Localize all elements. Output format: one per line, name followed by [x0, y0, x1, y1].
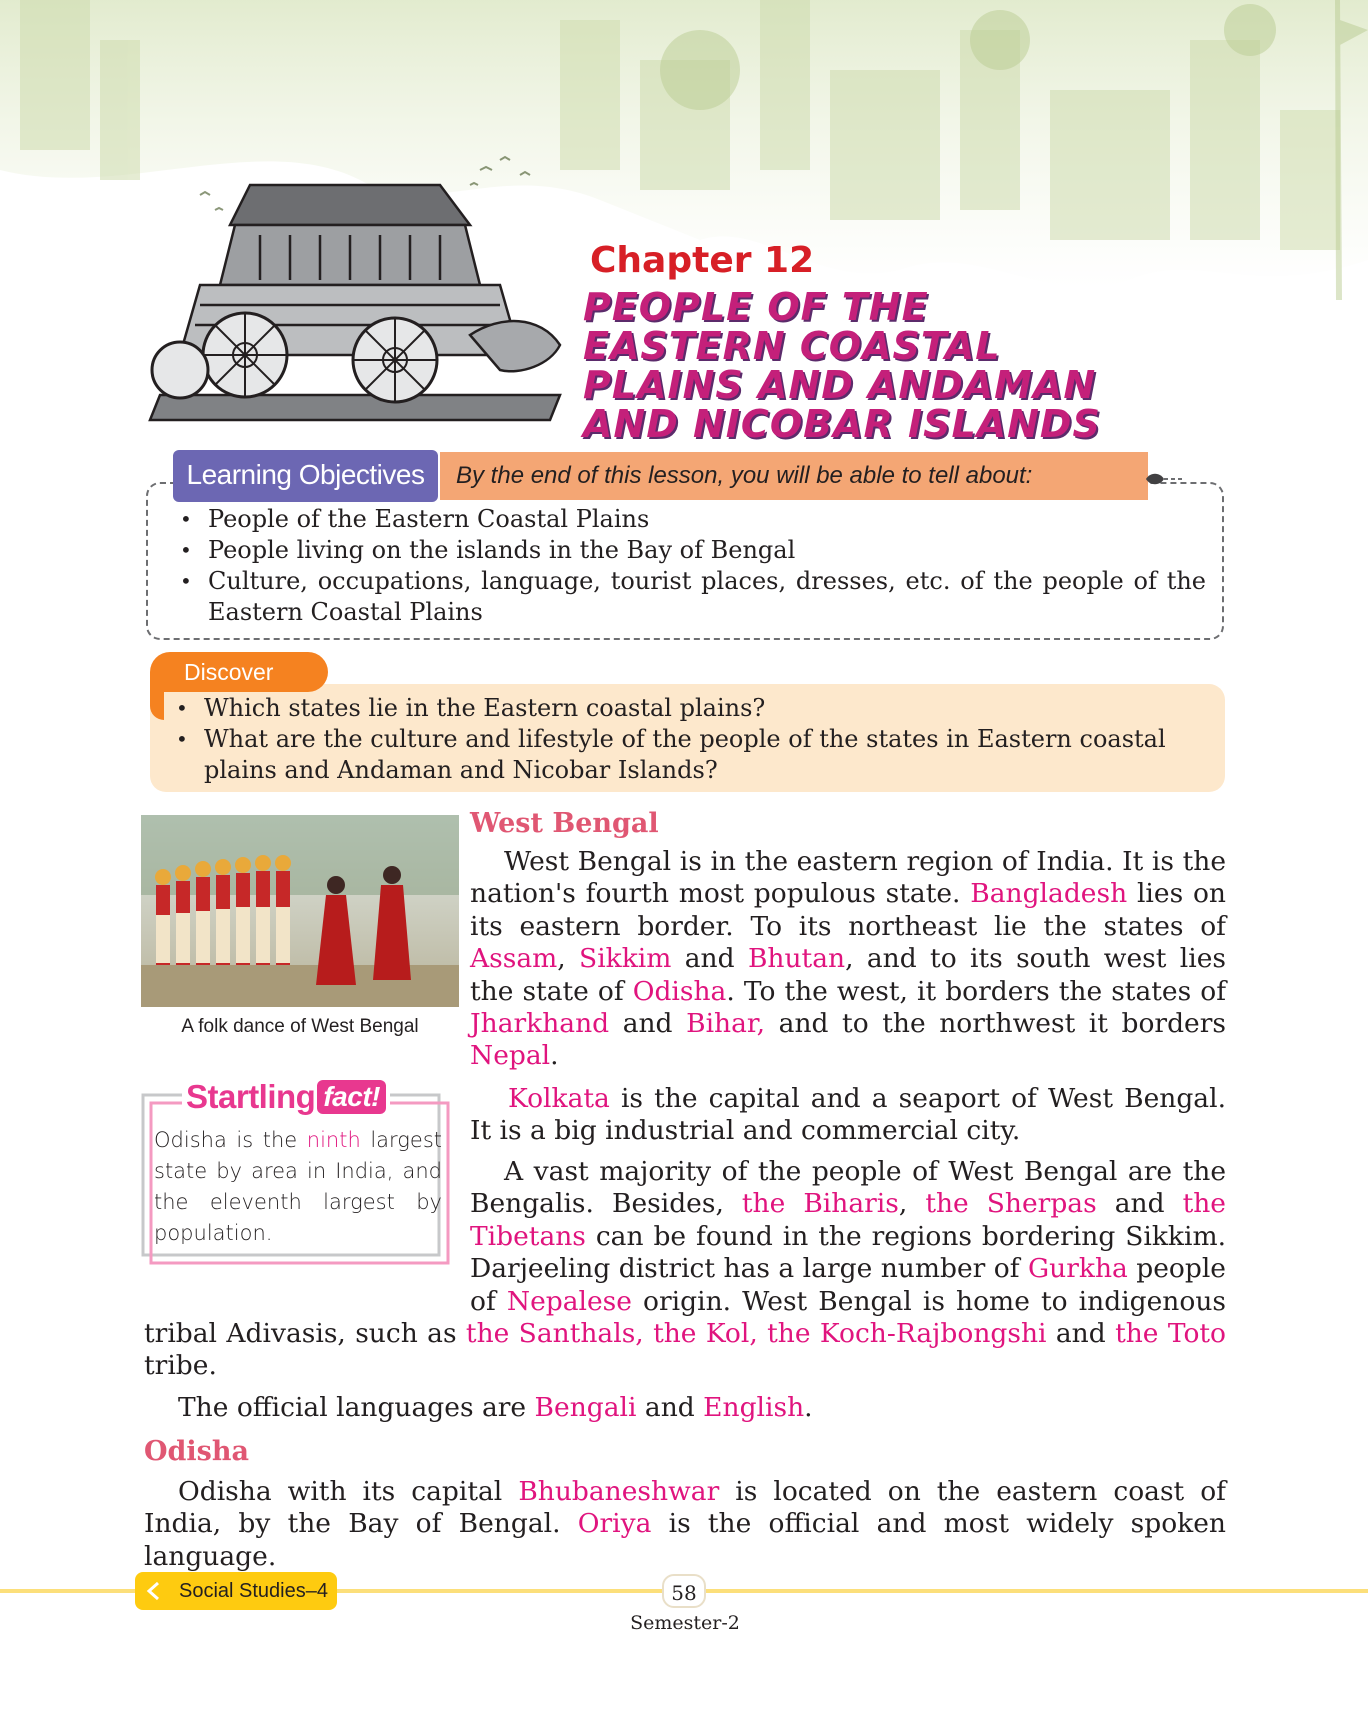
- highlighted-term: Assam: [470, 943, 558, 975]
- section-heading-west-bengal: West Bengal: [470, 808, 659, 839]
- startling-fact-title: [182, 1075, 390, 1119]
- highlighted-term: Jharkhand: [470, 1008, 610, 1040]
- learning-objectives-list: [176, 504, 1206, 628]
- highlighted-term: Gurkha: [1027, 1253, 1128, 1285]
- list-item: • Culture, occupations, language, tourist places, dresses, etc. of the people of the Eastern Coastal Plains: [176, 566, 1206, 628]
- highlighted-term: the Biharis: [741, 1188, 899, 1220]
- list-item: • People of the Eastern Coastal Plains: [176, 504, 1206, 535]
- highlighted-term: Nepalese: [506, 1285, 632, 1317]
- highlighted-term: Bihar,: [686, 1008, 766, 1040]
- list-item: • What are the culture and lifestyle of the people of the states in Eastern coastal plains and Andaman and Nicobar Islands?: [172, 724, 1212, 786]
- stone-chariot-illustration: [140, 165, 570, 435]
- text-run: and: [1096, 1188, 1183, 1220]
- fact-badge: fact!: [317, 1080, 386, 1114]
- west-bengal-paragraph-3: [470, 1156, 1226, 1318]
- list-item: • People living on the islands in the Bay of Bengal: [176, 535, 1206, 566]
- footer-book-label: Social Studies–4: [179, 1580, 328, 1602]
- highlighted-term: the Tibetans: [470, 1188, 1226, 1252]
- list-item: • Which states lie in the Eastern coastal plains?: [172, 693, 1212, 724]
- text-run: tribal Adivasis, such as: [144, 1318, 466, 1349]
- discover-tag: Discover: [150, 652, 328, 692]
- text-run: people of: [470, 1253, 1226, 1317]
- chevron-left-icon: [145, 1581, 163, 1601]
- highlighted-term: the Sherpas: [925, 1188, 1097, 1220]
- text-run: lies on its eastern border. To its northeast lie the states of: [470, 878, 1226, 942]
- highlighted-term: Nepal: [470, 1040, 551, 1072]
- west-bengal-paragraph-4: [144, 1392, 1226, 1424]
- text-run: , and to its south west lies the state of: [470, 943, 1226, 1007]
- highlighted-term: Bangladesh: [970, 878, 1128, 910]
- fact-text-part: largest state by area in India, and the eleventh largest by population.: [154, 1128, 442, 1245]
- text-run: tribe.: [144, 1350, 217, 1382]
- startling-fact-title-text: Startling: [186, 1078, 316, 1115]
- folk-dance-photo: [141, 815, 459, 1007]
- pin-icon: [1144, 470, 1184, 488]
- west-bengal-paragraph-3-continued: [144, 1318, 1226, 1383]
- text-run: The official languages are: [178, 1392, 535, 1423]
- text-run: . To the west, it borders the states of: [726, 975, 1227, 1007]
- text-run: and: [1046, 1318, 1116, 1349]
- chapter-number: Chapter 12: [590, 240, 815, 281]
- west-bengal-paragraph-1: [470, 846, 1226, 1073]
- text-run: A vast majority of the people of West Bengal are the Bengalis. Besides,: [470, 1156, 1226, 1220]
- chapter-title: PEOPLE OF THE EASTERN COASTAL PLAINS AND ANDAMAN AND NICOBAR ISLANDS: [583, 285, 1101, 446]
- section-heading-odisha: Odisha: [144, 1436, 249, 1467]
- highlighted-term: Bhubaneshwar: [518, 1476, 720, 1507]
- text-run: .: [550, 1040, 559, 1072]
- text-run: Odisha with its capital: [178, 1476, 519, 1507]
- text-run: ,: [557, 943, 580, 975]
- learning-objectives-intro: By the end of this lesson, you will be able to tell about:: [440, 452, 1148, 500]
- highlighted-term: Kolkata: [508, 1083, 610, 1114]
- fact-text-part: Odisha is the: [154, 1128, 307, 1152]
- highlighted-term: Sikkim: [579, 943, 672, 975]
- text-run: .: [804, 1392, 813, 1423]
- west-bengal-paragraph-2: [470, 1083, 1226, 1148]
- highlighted-term: Oriya: [577, 1508, 652, 1540]
- text-run: West Bengal is in the eastern region of India. It is the nation's fourth most populous state.: [470, 846, 1226, 910]
- discover-list: [172, 693, 1212, 786]
- fact-text-highlight: ninth: [306, 1128, 361, 1152]
- text-run: is the capital and a seaport of West Bengal. It is a big industrial and commercial city.: [470, 1083, 1226, 1147]
- text-run: can be found in the regions bordering Sikkim. Darjeeling district has a large number of: [470, 1220, 1226, 1285]
- text-run: and: [609, 1008, 687, 1040]
- highlighted-term: Odisha: [632, 975, 727, 1007]
- semester-label: Semester-2: [630, 1612, 740, 1634]
- page-number: 58: [662, 1574, 706, 1608]
- text-run: is located on the eastern coast of India, by the Bay of Bengal.: [144, 1476, 1226, 1540]
- highlighted-term: English: [703, 1392, 805, 1423]
- text-run: and: [636, 1392, 704, 1423]
- learning-objectives-tag: Learning Objectives: [173, 450, 438, 502]
- odisha-paragraph-1: [144, 1476, 1226, 1573]
- footer-book-tab: [135, 1572, 337, 1610]
- highlighted-term: the Toto: [1115, 1318, 1227, 1349]
- text-run: origin. West Bengal is home to indigenous: [631, 1285, 1226, 1317]
- text-run: and to the northwest it borders: [765, 1008, 1226, 1040]
- highlighted-term: Bengali: [534, 1392, 637, 1423]
- highlighted-term: Bhutan: [747, 943, 846, 975]
- highlighted-term: the Santhals, the Kol, the Koch-Rajbongshi: [465, 1318, 1047, 1349]
- text-run: and: [671, 943, 748, 975]
- startling-fact-text: [154, 1125, 442, 1249]
- text-run: is the official and most widely spoken language.: [144, 1508, 1226, 1572]
- text-run: ,: [898, 1188, 926, 1220]
- photo-caption: A folk dance of West Bengal: [181, 1016, 419, 1037]
